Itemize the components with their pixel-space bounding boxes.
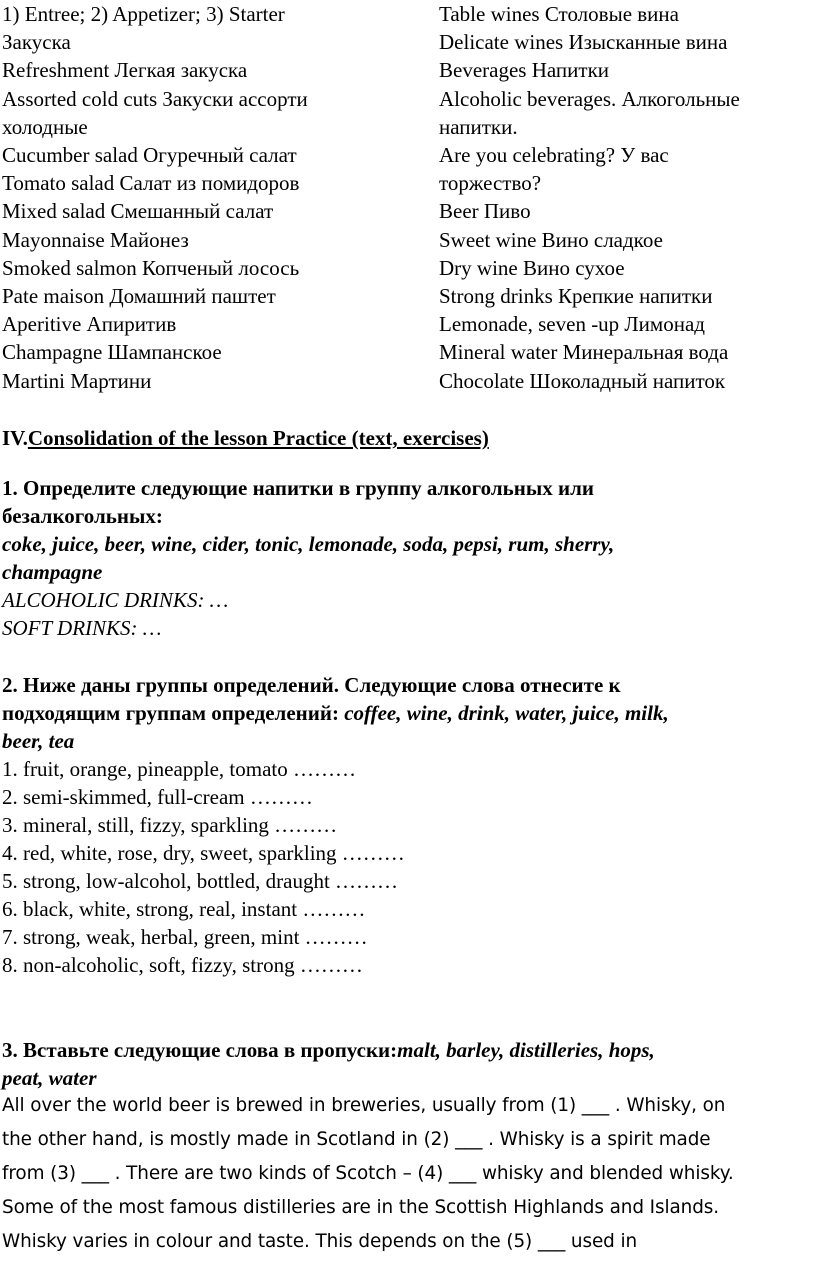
vocab-line: Martini Мартини bbox=[2, 368, 152, 393]
exercise-2-item: 6. black, white, strong, real, instant ……… bbox=[2, 897, 366, 921]
exercise-2-heading: 2. Ниже даны группы определений. Следующие слова отнесите к bbox=[2, 673, 621, 697]
vocab-line: Champagne Шампанское bbox=[2, 340, 222, 365]
vocab-line: Strong drinks Крепкие напитки bbox=[439, 284, 713, 309]
vocab-line: Закуска bbox=[2, 30, 71, 55]
text-line: the other hand, is mostly made in Scotland in (2) ___ . Whisky is a spirit made bbox=[2, 1129, 711, 1150]
exercise-1-word-list-cont: champagne bbox=[2, 560, 103, 584]
vocab-line: Delicate wines Изысканные вина bbox=[439, 30, 728, 55]
vocab-line: Cucumber salad Огуречный салат bbox=[2, 143, 297, 168]
exercise-2-item: 4. red, white, rose, dry, sweet, sparkling ……… bbox=[2, 841, 405, 865]
vocab-line: Lemonade, seven -up Лимонад bbox=[439, 312, 705, 337]
soft-drinks-answer: SOFT DRINKS: … bbox=[2, 616, 162, 640]
vocab-line: Sweet wine Вино сладкое bbox=[439, 227, 663, 252]
vocab-line: Smoked salmon Копченый лосось bbox=[2, 255, 300, 280]
vocab-line: торжество? bbox=[439, 171, 542, 196]
exercise-3-word-list-cont: peat, water bbox=[2, 1066, 97, 1090]
vocab-line: напитки. bbox=[439, 114, 518, 139]
exercise-3-heading: 3. Вставьте следующие слова в пропуски: bbox=[2, 1038, 398, 1062]
exercise-2 bbox=[2, 671, 814, 979]
vocab-line: Aperitive Апиритив bbox=[2, 312, 177, 337]
vocab-line: Are you celebrating? У вас bbox=[439, 143, 669, 168]
vocab-line: 1) Entree; 2) Appetizer; 3) Starter bbox=[2, 2, 285, 26]
exercise-2-word-list: coffee, wine, drink, water, juice, milk, bbox=[344, 701, 669, 725]
exercise-2-item: 7. strong, weak, herbal, green, mint ……… bbox=[2, 925, 368, 949]
vocab-line: Refreshment Легкая закуска bbox=[2, 58, 248, 83]
text-line: All over the world beer is brewed in breweries, usually from (1) ___ . Whisky, on bbox=[2, 1095, 726, 1116]
text-line: Some of the most famous distilleries are in the Scottish Highlands and Islands. bbox=[2, 1197, 719, 1218]
exercise-1-heading: 1. Определите следующие напитки в группу алкогольных или bbox=[2, 476, 594, 500]
exercise-2-item: 5. strong, low-alcohol, bottled, draught ……… bbox=[2, 869, 399, 893]
exercise-3-text bbox=[2, 1089, 814, 1259]
section-title: Consolidation of the lesson Practice (text, exercises) bbox=[27, 426, 489, 450]
section-number: IV. bbox=[2, 426, 28, 450]
vocab-line: Alcoholic beverages. Алкогольные bbox=[439, 86, 740, 111]
exercise-2-heading-cont: подходящим группам определений: bbox=[2, 701, 345, 725]
vocab-line: Mayonnaise Майонез bbox=[2, 227, 189, 252]
exercise-2-item: 8. non-alcoholic, soft, fizzy, strong ……… bbox=[2, 953, 363, 977]
exercise-1-word-list: coke, juice, beer, wine, cider, tonic, lemonade, soda, pepsi, rum, sherry, bbox=[2, 532, 615, 556]
vocab-line: Table wines Столовые вина bbox=[439, 2, 679, 26]
vocab-line: Mixed salad Смешанный салат bbox=[2, 199, 274, 224]
text-line: from (3) ___ . There are two kinds of Scotch – (4) ___ whisky and blended whisky. bbox=[2, 1163, 734, 1184]
exercise-1 bbox=[2, 474, 814, 642]
exercise-3-word-list: malt, barley, distilleries, hops, bbox=[397, 1038, 655, 1062]
vocab-line: Dry wine Вино сухое bbox=[439, 255, 625, 280]
alcoholic-drinks-answer: ALCOHOLIC DRINKS: … bbox=[2, 588, 229, 612]
exercise-2-item: 2. semi-skimmed, full-cream ……… bbox=[2, 785, 313, 809]
vocab-line: холодные bbox=[2, 114, 88, 139]
vocab-line: Chocolate Шоколадный напиток bbox=[439, 368, 726, 393]
exercise-2-item: 3. mineral, still, fizzy, sparkling ……… bbox=[2, 813, 338, 837]
vocabulary-right-column bbox=[439, 0, 816, 395]
vocab-line: Mineral water Минеральная вода bbox=[439, 340, 729, 365]
vocab-line: Assorted cold cuts Закуски ассорти bbox=[2, 86, 308, 111]
vocab-line: Beverages Напитки bbox=[439, 58, 610, 83]
exercise-3 bbox=[2, 1036, 814, 1092]
exercise-2-word-list-cont: beer, tea bbox=[2, 729, 75, 753]
section-heading bbox=[2, 424, 814, 452]
exercise-1-heading-cont: безалкогольных: bbox=[2, 504, 163, 528]
vocab-line: Tomato salad Салат из помидоров bbox=[2, 171, 300, 196]
text-line: Whisky varies in colour and taste. This depends on the (5) ___ used in bbox=[2, 1231, 638, 1252]
exercise-2-item: 1. fruit, orange, pineapple, tomato ……… bbox=[2, 757, 356, 781]
vocab-line: Pate maison Домашний паштет bbox=[2, 284, 276, 309]
vocab-line: Beer Пиво bbox=[439, 199, 531, 224]
vocabulary-left-column bbox=[2, 0, 432, 395]
